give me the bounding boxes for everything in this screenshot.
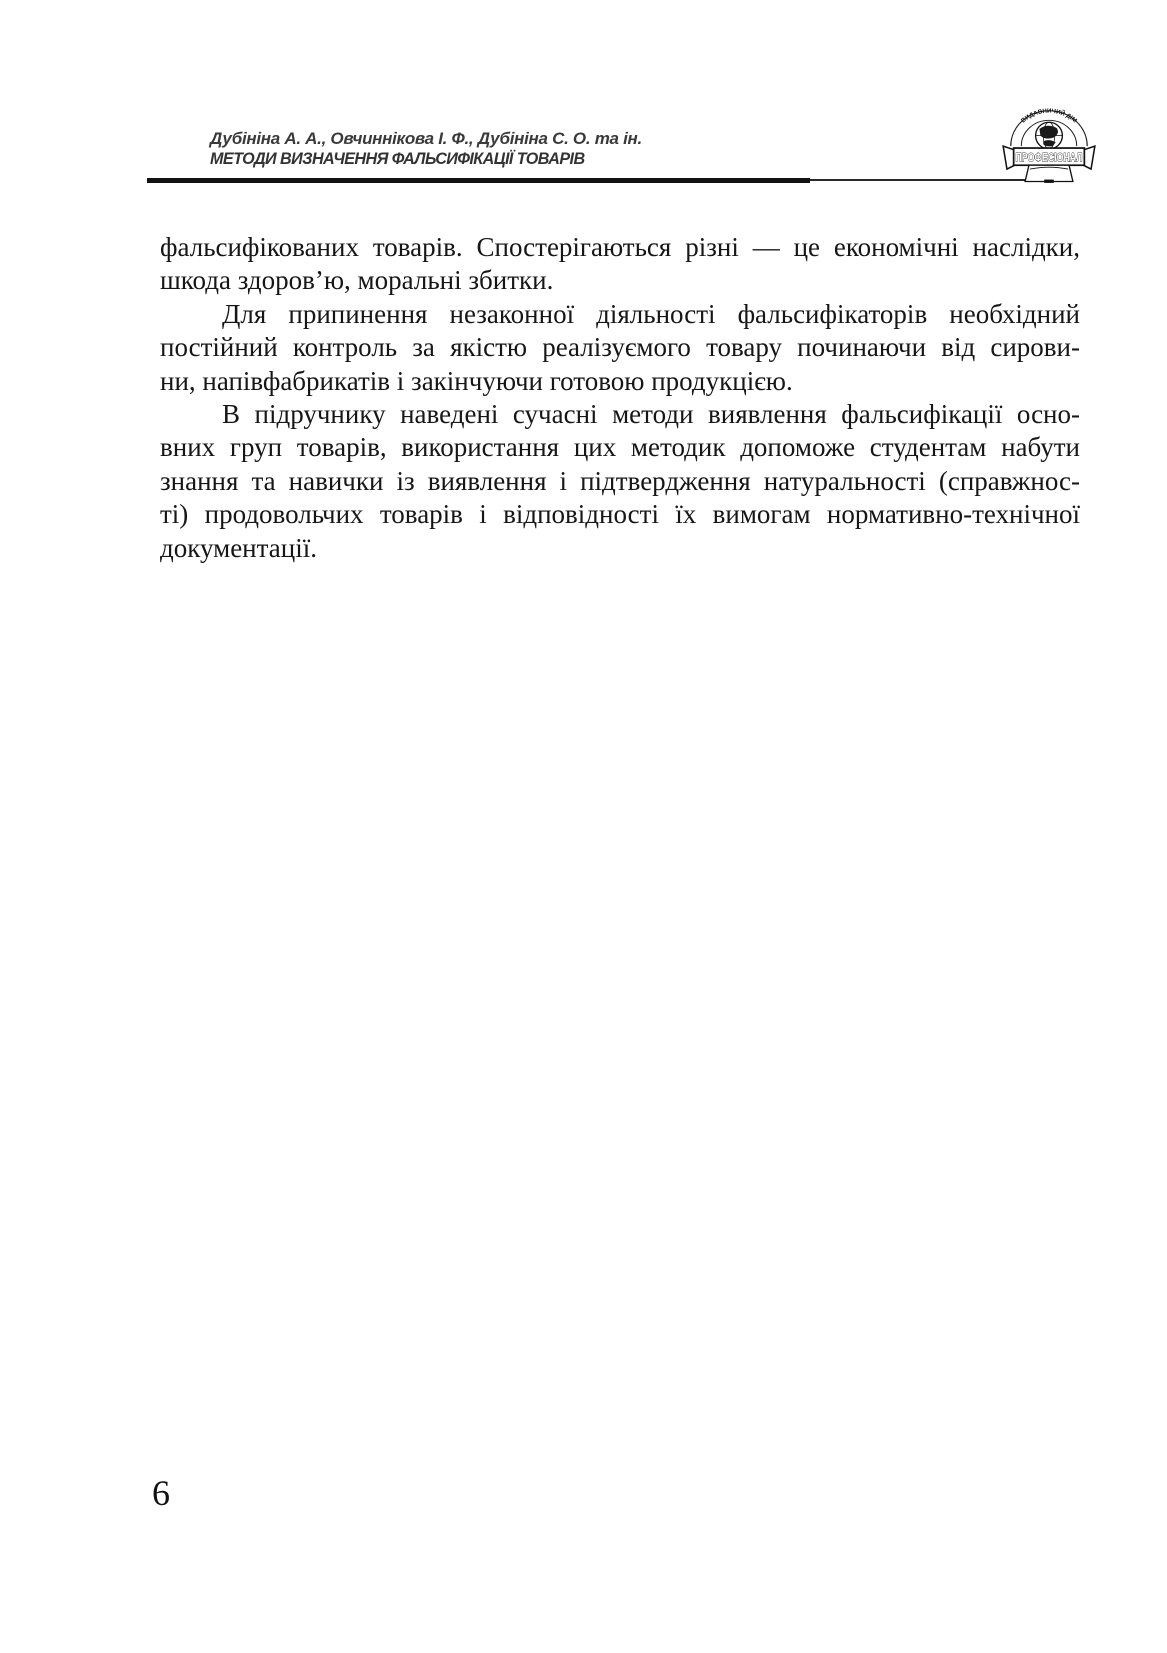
open-book-icon [1025,165,1073,183]
header-running-title: МЕТОДИ ВИЗНАЧЕННЯ ФАЛЬСИФІКАЦІЇ ТОВАРІВ [210,149,585,168]
text-line: ни, напівфабрикатів і закінчуючи готовою продукцією. [160,365,793,396]
text-line: вних груп товарів, використання цих методик допоможе студентам набути [160,432,1080,463]
text-line: ті) продовольчих товарів і відповідності їх вимогам нормативно-технічної [160,499,1080,530]
publisher-logo [1001,106,1097,192]
logo-arc-text: ВИДАВНИЧИЙ ДІМ [1019,107,1079,125]
header-rule-thick [147,178,810,183]
globe-icon [1036,122,1063,149]
text-line: фальсифікованих товарів. Спостерігаються різні — це економічні наслідки, [160,232,1080,262]
publisher-logo-icon [1001,106,1097,192]
logo-publisher-name: ПРОФЕСІОНАЛ [1015,150,1083,165]
text-line: знання та навички із виявлення і підтвердження натуральності (справжнос- [160,465,1080,496]
text-line: Для припинення незаконної діяльності фальсифікаторів необхідний [222,298,1080,329]
text-line: постійний контроль за якістю реалізуємого товару починаючи від сирови- [160,332,1080,363]
page-number: 6 [152,1473,170,1513]
header-authors: Дубініна А. А., Овчиннікова І. Ф., Дубініна С. О. та ін. [210,129,642,148]
text-line: документації. [160,532,317,563]
text-line: шкода здоров’ю, моральні збитки. [160,265,554,296]
text-line: В підручнику наведені сучасні методи виявлення фальсифікації осно- [222,399,1080,430]
page-body [160,231,1080,565]
